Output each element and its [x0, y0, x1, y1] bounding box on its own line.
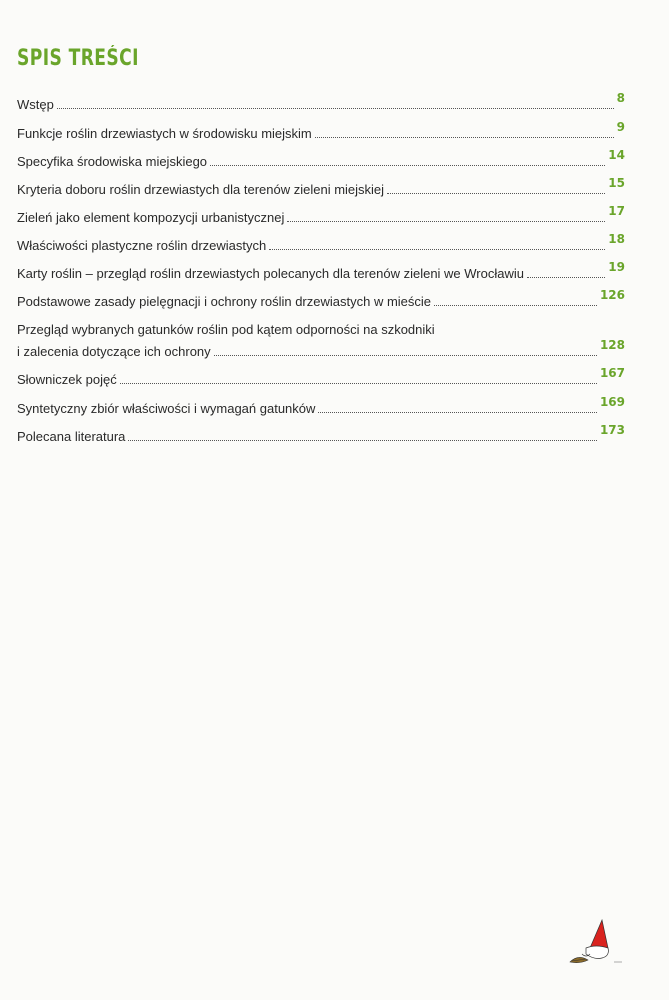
leader-dots [387, 192, 605, 194]
leader-dots [527, 276, 605, 278]
toc-entry-title: Zieleń jako element kompozycji urbanistycznej [17, 210, 285, 225]
toc-entry-page: 126 [599, 288, 625, 302]
toc-entry[interactable] [17, 288, 625, 310]
leader-dots [120, 382, 597, 384]
toc-entry[interactable] [17, 232, 625, 254]
gnome-icon [568, 918, 628, 968]
toc-entry-title: Funkcje roślin drzewiastych w środowisku miejskim [17, 126, 312, 141]
toc-entry-title: Właściwości plastyczne roślin drzewiastych [17, 238, 267, 253]
leader-dots [269, 248, 605, 250]
toc-entry-page: 169 [599, 395, 625, 409]
toc-entry-page: 17 [608, 204, 625, 218]
toc-entry-page: 167 [599, 366, 625, 380]
toc-entry[interactable] [17, 395, 625, 417]
toc-entry-title: Podstawowe zasady pielęgnacji i ochrony roślin drzewiastych w mieście [17, 294, 432, 309]
toc-entry-page: 15 [608, 176, 625, 190]
leader-dots [318, 411, 597, 413]
leader-dots [210, 164, 605, 166]
leader-dots [287, 220, 605, 222]
toc-entry-title: Kryteria doboru roślin drzewiastych dla terenów zieleni miejskiej [17, 182, 385, 197]
leader-dots [57, 107, 614, 109]
toc-entry[interactable] [17, 148, 625, 170]
toc-entry-page: 18 [608, 232, 625, 246]
toc-entry-title: Syntetyczny zbiór właściwości i wymagań gatunków [17, 401, 316, 416]
leader-dots [434, 304, 597, 306]
toc-entry[interactable] [17, 204, 625, 226]
leader-dots [214, 354, 597, 356]
toc-entry-page: 8 [616, 91, 625, 105]
toc-entry-title: Specyfika środowiska miejskiego [17, 154, 208, 169]
toc-entry[interactable] [17, 91, 625, 113]
toc-entry-title: Polecana literatura [17, 429, 126, 444]
toc-entry-page: 128 [599, 338, 625, 352]
toc-entry-title: Karty roślin – przegląd roślin drzewiastych polecanych dla terenów zieleni we Wrocławiu [17, 266, 524, 281]
leader-dots [128, 439, 597, 441]
toc-entry-page: 19 [608, 260, 625, 274]
leader-dots [315, 136, 614, 138]
toc-entry-page: 9 [616, 120, 625, 134]
toc-entry-title: Słowniczek pojęć [17, 372, 117, 387]
toc-entry-title: Wstęp [17, 97, 54, 112]
page-title: SPIS TREŚCI [17, 46, 139, 71]
toc-entry-page: 14 [608, 148, 625, 162]
toc-entry[interactable] [17, 120, 625, 142]
toc-entry[interactable] [17, 423, 625, 445]
toc-entry-title: i zalecenia dotyczące ich ochrony [17, 344, 211, 359]
toc-entry[interactable] [17, 260, 625, 282]
toc-entry[interactable] [17, 366, 625, 388]
toc-entry[interactable] [17, 176, 625, 198]
toc-entry-page: 173 [599, 423, 625, 437]
toc-entry-title-line1: Przegląd wybranych gatunków roślin pod kątem odporności na szkodniki [17, 322, 435, 337]
toc-entry[interactable] [17, 322, 625, 360]
